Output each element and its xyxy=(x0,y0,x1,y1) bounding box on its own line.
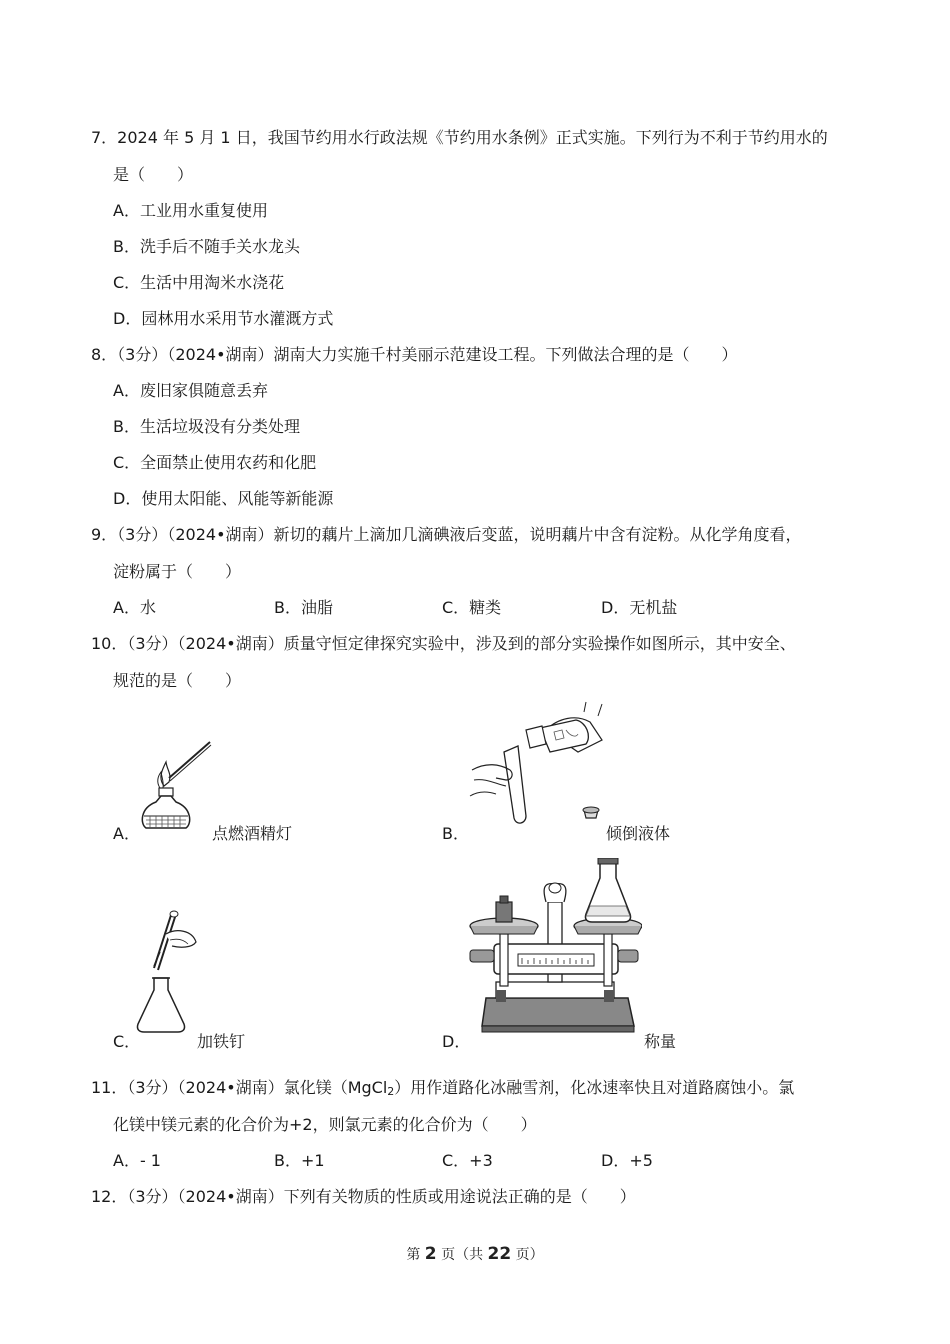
q10-option-a-caption: 点燃酒精灯 xyxy=(212,824,293,843)
q11-option-b: B．+1 xyxy=(274,1151,325,1170)
q12-stem: 12．（3分）（2024•湖南）下列有关物质的性质或用途说法正确的是（ ） xyxy=(91,1187,636,1206)
footer-middle: 页（共 xyxy=(436,1247,488,1263)
balance-scale-icon xyxy=(466,858,642,1036)
alcohol-lamp-icon xyxy=(136,738,216,832)
q7-option-b: B．洗手后不随手关水龙头 xyxy=(113,237,300,256)
q11-option-a: A．- 1 xyxy=(113,1151,161,1170)
q8-option-a: A．废旧家俱随意丢弃 xyxy=(113,381,268,400)
footer-prefix: 第 xyxy=(406,1247,425,1263)
pouring-liquid-icon xyxy=(466,700,610,830)
q10-option-d-caption: 称量 xyxy=(644,1032,677,1051)
q10-option-c-caption: 加铁钉 xyxy=(197,1032,246,1051)
q7-stem-line1: 7．2024 年 5 月 1 日，我国节约用水行政法规《节约用水条例》正式实施。下列行为不利于节约用水的 xyxy=(91,128,828,147)
q11-stem-line1-subscript: 2 xyxy=(387,1085,395,1098)
q8-option-c: C．全面禁止使用农药和化肥 xyxy=(113,453,317,472)
q9-stem-line2: 淀粉属于（ ） xyxy=(113,562,242,581)
q11-stem-line1-text-a: 11．（3分）（2024•湖南）氯化镁（MgCl xyxy=(91,1078,388,1097)
footer-page-number: 2 xyxy=(424,1244,437,1264)
q10-option-a-letter: A． xyxy=(113,824,140,843)
q11-option-d: D．+5 xyxy=(601,1151,653,1170)
q10-option-b-caption: 倾倒液体 xyxy=(606,824,671,843)
q11-stem-line2: 化镁中镁元素的化合价为+2，则氯元素的化合价为（ ） xyxy=(113,1115,537,1134)
q8-stem: 8．（3分）（2024•湖南）湖南大力实施千村美丽示范建设工程。下列做法合理的是（ ） xyxy=(91,345,738,364)
q10-stem-line1: 10．（3分）（2024•湖南）质量守恒定律探究实验中，涉及到的部分实验操作如图所示，其中安全、 xyxy=(91,634,796,653)
q9-option-b: B．油脂 xyxy=(274,598,333,617)
q10-option-c-letter: C． xyxy=(113,1032,141,1051)
q9-stem-line1: 9．（3分）（2024•湖南）新切的藕片上滴加几滴碘液后变蓝，说明藕片中含有淀粉。从化学角度看， xyxy=(91,525,802,544)
q7-option-d: D．园林用水采用节水灌溉方式 xyxy=(113,309,334,328)
q7-option-a: A．工业用水重复使用 xyxy=(113,201,268,220)
adding-iron-nail-icon xyxy=(136,908,200,1036)
q11-option-c: C．+3 xyxy=(442,1151,493,1170)
q9-option-c: C．糖类 xyxy=(442,598,502,617)
q9-option-d: D．无机盐 xyxy=(601,598,678,617)
q8-option-b: B．生活垃圾没有分类处理 xyxy=(113,417,300,436)
q8-option-d: D．使用太阳能、风能等新能源 xyxy=(113,489,334,508)
footer-suffix: 页） xyxy=(511,1247,544,1263)
q9-option-a: A．水 xyxy=(113,598,156,617)
q10-option-b-letter: B． xyxy=(442,824,469,843)
q10-stem-line2: 规范的是（ ） xyxy=(113,671,242,690)
q11-stem-line1-text-b: ）用作道路化冰融雪剂，化冰速率快且对道路腐蚀小。氯 xyxy=(394,1078,795,1097)
page-footer xyxy=(0,1244,950,1264)
footer-total-pages: 22 xyxy=(487,1244,512,1264)
q10-option-d-letter: D． xyxy=(442,1032,471,1051)
q11-stem-line1 xyxy=(91,1078,794,1102)
q7-stem-line2: 是（ ） xyxy=(113,165,194,184)
q7-option-c: C．生活中用淘米水浇花 xyxy=(113,273,285,292)
